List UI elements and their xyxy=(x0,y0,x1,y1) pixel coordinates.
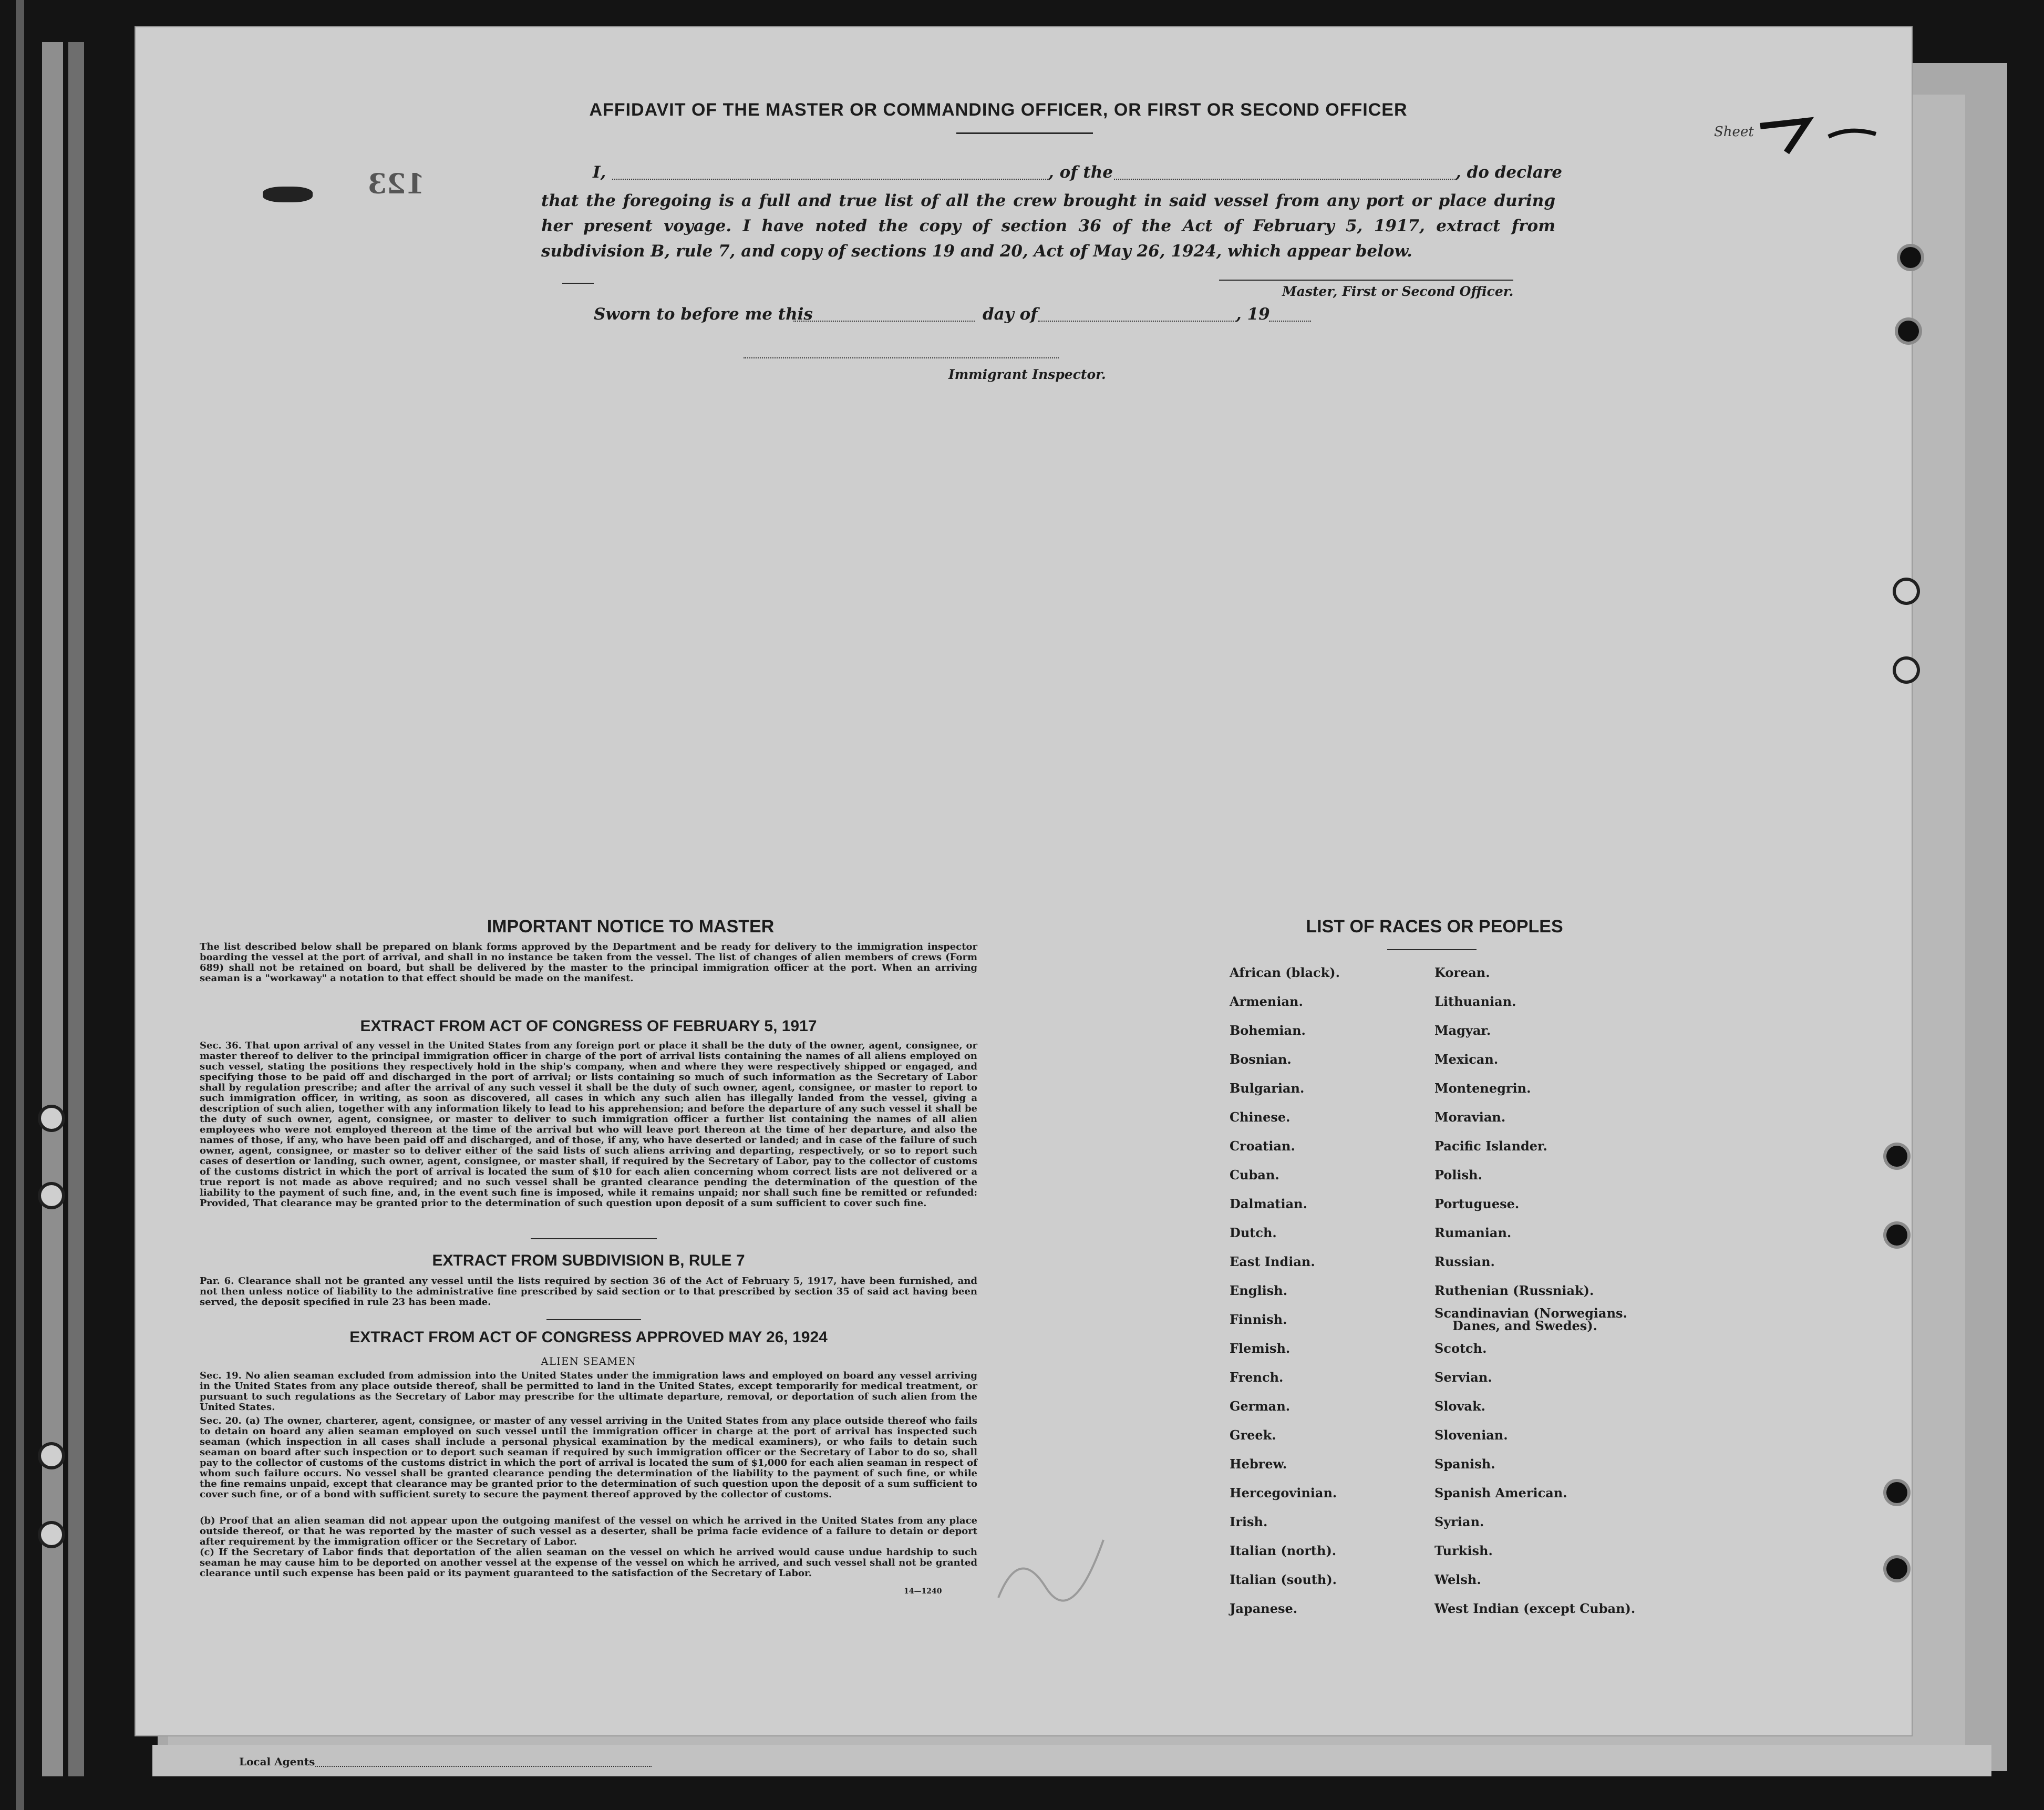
binder-edge xyxy=(16,0,24,1810)
race-right: Spanish American. xyxy=(1434,1485,1567,1500)
extract-1924-sec19: Sec. 19. No alien seaman excluded from admission into the United States under the immigration laws and employed on board any vessel arriving in the United States from any place outside thereof, shall be permitted to land in the United States, except temporarily for medical treatment, or pursuant to such regulations as the Secretary of Labor may prescribe for the ultimate departure, removal, or deportation of such alien from the United States. xyxy=(200,1370,977,1413)
ink-blot xyxy=(263,187,313,202)
extract-1917-body: Sec. 36. That upon arrival of any vessel in the United States from any foreign port or place it shall be the duty of the owner, agent, consignee, or master thereof to deliver to the principal immigration officer in charge of the port of arrival lists containing the names of all aliens employed on such vessel, stating the positions they respectively hold in the ship's company, when and where they were respectively shipped or engaged, and specifying those to be paid off and discharged in the port of arrival; or lists containing so much of such information as the Secretary of Labor shall by regulation prescribe; and after the arrival of any such vessel it shall be the duty of such owner, agent, consignee, or master to report to such immigration officer, in writing, as soon as discovered, all cases in which any such alien has illegally landed from the vessel, giving a description of such alien, together with any information likely to lead to his apprehension; and before the departure of any such vessel it shall be the duty of such owner, agent, consignee, or master to deliver to such immigration officer a further list containing the names of all alien employees who were not employed thereon at the time of the arrival but who will leave port thereon at the time of her departure, and also the names of those, if any, who have been paid off and discharged, and of those, if any, who have deserted or landed; and in case of the failure of such owner, agent, consignee, or master so to deliver either of the said lists of such aliens arriving and departing, respectively, or so to report such cases of desertion or landing, such owner, agent, consignee, or master shall, if required by the Secretary of Labor, pay to the collector of customs of the customs district in which the port of arrival is located the sum of $10 for each alien concerning whom correct lists are not delivered or a true report is not made as above required; and no such vessel shall be granted clearance pending the determination of the question of the liability to the payment of such fine, and, in the event such fine is imposed, while it remains unpaid; nor shall such fine be remitted or refunded: Provided, That clearance may be granted prior to the determination of such question upon deposit of a sum sufficient to cover such fine. xyxy=(200,1040,977,1209)
race-left: Cuban. xyxy=(1230,1167,1279,1182)
affidavit-body: that the foregoing is a full and true list of all the crew brought in said vessel from any port or place during her present voyage. I have noted the copy of section 36 of the Act of February 5, 1917, extract from subdivision B, rule 7, and copy of sections 19 and 20, Act of May 26, 1924, which appear below. xyxy=(541,191,1555,261)
race-right: Spanish. xyxy=(1434,1456,1495,1472)
race-right: Ruthenian (Russniak). xyxy=(1434,1283,1594,1298)
race-right: Moravian. xyxy=(1434,1109,1506,1125)
race-left: Irish. xyxy=(1230,1514,1268,1529)
race-left: Italian (north). xyxy=(1230,1543,1337,1558)
race-right: Mexican. xyxy=(1434,1052,1499,1067)
sworn-month-line[interactable] xyxy=(1038,321,1237,322)
punch-hole xyxy=(1900,247,1921,268)
year-prefix: , 19 xyxy=(1236,305,1270,324)
sworn-year-line[interactable] xyxy=(1269,321,1311,322)
race-left: Hebrew. xyxy=(1230,1456,1287,1472)
local-agents-label: Local Agents xyxy=(239,1755,315,1768)
races-title: LIST OF RACES OR PEOPLES xyxy=(1306,917,1563,937)
race-left: Dalmatian. xyxy=(1230,1196,1307,1211)
race-right: Portuguese. xyxy=(1434,1196,1520,1211)
race-right: Slovenian. xyxy=(1434,1427,1508,1443)
binder-edge xyxy=(42,42,63,1776)
race-right: Scandinavian (Norwegians. xyxy=(1434,1305,1627,1321)
race-left: Flemish. xyxy=(1230,1341,1291,1356)
race-left: Hercegovinian. xyxy=(1230,1485,1337,1500)
sheet-number-handwritten xyxy=(1750,105,1886,158)
master-name-line[interactable] xyxy=(612,179,1048,180)
race-left: Dutch. xyxy=(1230,1225,1277,1240)
race-left: Chinese. xyxy=(1230,1109,1291,1125)
sworn-label: Sworn to before me this xyxy=(594,305,813,324)
race-right: Pacific Islander. xyxy=(1434,1138,1547,1154)
extract-1924-sec20b: (b) Proof that an alien seaman did not appear upon the outgoing manifest of the vessel on which he arrived in the United States from any place outside thereof, or that he was reported by the master of such vessel as a deserter, shall be prima facie evidence of a failure to detain or deport after requirement by the immigration officer or the Secretary of Labor. xyxy=(200,1515,977,1547)
race-right: Servian. xyxy=(1434,1370,1492,1385)
section-rule xyxy=(531,1238,657,1239)
race-left: Japanese. xyxy=(1230,1601,1298,1616)
punch-hole xyxy=(1886,1146,1907,1167)
races-title-rule xyxy=(1387,949,1477,950)
race-right-continuation: Danes, and Swedes). xyxy=(1452,1318,1597,1333)
race-right: Polish. xyxy=(1434,1167,1482,1182)
punch-hole xyxy=(41,1445,62,1466)
title-rule xyxy=(956,132,1093,134)
race-right: Rumanian. xyxy=(1434,1225,1512,1240)
affidavit-i-label: I, xyxy=(593,163,606,182)
subdivision-b-title: EXTRACT FROM SUBDIVISION B, RULE 7 xyxy=(432,1252,745,1269)
inspector-caption: Immigrant Inspector. xyxy=(948,367,1106,382)
race-left: East Indian. xyxy=(1230,1254,1315,1269)
punch-hole xyxy=(1886,1558,1907,1579)
race-right: Montenegrin. xyxy=(1434,1081,1531,1096)
vessel-name-line[interactable] xyxy=(1114,179,1455,180)
race-left: Bohemian. xyxy=(1230,1023,1306,1038)
affidavit-do-declare: , do declare xyxy=(1455,163,1562,182)
race-left: French. xyxy=(1230,1370,1284,1385)
affidavit-title: AFFIDAVIT OF THE MASTER OR COMMANDING OFFICER, OR FIRST OR SECOND OFFICER xyxy=(589,100,1408,120)
race-right: West Indian (except Cuban). xyxy=(1434,1601,1636,1616)
sworn-day-line[interactable] xyxy=(793,321,975,322)
punch-hole xyxy=(1896,581,1917,602)
race-left: English. xyxy=(1230,1283,1288,1298)
race-left: Finnish. xyxy=(1230,1312,1287,1327)
punch-hole xyxy=(1886,1225,1907,1246)
race-left: African (black). xyxy=(1230,965,1340,980)
punch-hole xyxy=(1886,1482,1907,1503)
extract-1924-title: EXTRACT FROM ACT OF CONGRESS APPROVED MAY 26, 1924 xyxy=(349,1329,828,1346)
notice-title: IMPORTANT NOTICE TO MASTER xyxy=(487,917,775,937)
subdivision-b-body: Par. 6. Clearance shall not be granted any vessel until the lists required by section 36 of the Act of February 5, 1917, have been furnished, and not then unless notice of liability to the administrative fine prescribed by said section or to that prescribed by section 35 of said act having been served, the deposit specified in rule 23 has been made. xyxy=(200,1276,977,1308)
local-agents-line[interactable] xyxy=(315,1766,652,1767)
binder-edge xyxy=(68,42,84,1776)
extract-1924-subtitle: ALIEN SEAMEN xyxy=(541,1355,636,1367)
inspector-signature-line[interactable] xyxy=(744,357,1059,358)
race-right: Scotch. xyxy=(1434,1341,1487,1356)
race-right: Turkish. xyxy=(1434,1543,1493,1558)
race-left: Croatian. xyxy=(1230,1138,1295,1154)
race-right: Welsh. xyxy=(1434,1572,1481,1587)
master-caption: Master, First or Second Officer. xyxy=(1282,284,1514,299)
sheet-label: Sheet xyxy=(1714,124,1754,140)
race-right: Syrian. xyxy=(1434,1514,1484,1529)
race-left: Greek. xyxy=(1230,1427,1276,1443)
form-code: 14—1240 xyxy=(904,1587,942,1596)
race-right: Lithuanian. xyxy=(1434,994,1516,1009)
short-rule xyxy=(562,283,594,284)
stamp-number: 123 xyxy=(368,168,425,200)
day-of-label: day of xyxy=(983,305,1038,324)
race-left: Armenian. xyxy=(1230,994,1303,1009)
master-signature-line[interactable] xyxy=(1219,280,1513,281)
race-left: Italian (south). xyxy=(1230,1572,1337,1587)
punch-hole xyxy=(41,1108,62,1129)
punch-hole xyxy=(41,1185,62,1206)
extract-1924-sec20a: Sec. 20. (a) The owner, charterer, agent, consignee, or master of any vessel arriving in the United States from any place outside thereof who fails to detain on board any alien seaman employed on such vessel until the immigration officer in charge at the port of arrival has inspected such seaman (which inspection in all cases shall include a personal physical examination by the medical examiners), or who fails to detain such seaman on board after such inspection or to deport such seaman if required by such immigration officer or the Secretary of Labor to do so, shall pay to the collector of customs of the customs district in which the port of arrival is located the sum of $1,000 for each alien seaman in respect of whom such failure occurs. No vessel shall be granted clearance pending the determination of the liability to the payment of such fine, or while the fine remains unpaid, except that clearance may be granted prior to the determination of such question upon the deposit of a sum sufficient to cover such fine, or of a bond with sufficient surety to secure the payment thereof approved by the collector of customs. xyxy=(200,1415,977,1500)
race-left: German. xyxy=(1230,1398,1291,1414)
extract-1917-title: EXTRACT FROM ACT OF CONGRESS OF FEBRUARY 5, 1917 xyxy=(360,1017,817,1035)
race-right: Korean. xyxy=(1434,965,1490,980)
punch-hole xyxy=(1896,660,1917,681)
race-right: Russian. xyxy=(1434,1254,1495,1269)
race-right: Magyar. xyxy=(1434,1023,1491,1038)
bottom-sheet-strip xyxy=(152,1745,1991,1776)
race-left: Bulgarian. xyxy=(1230,1081,1305,1096)
affidavit-of-the: , of the xyxy=(1048,163,1113,182)
punch-hole xyxy=(1898,321,1919,342)
notice-body: The list described below shall be prepared on blank forms approved by the Department and be ready for delivery to the immigration inspector boarding the vessel at the port of arrival, and shall in no instance be taken from the vessel. The list of changes of alien members of crews (Form 689) shall not be retained on board, but shall be delivered by the master to the principal immigration officer at the port. When an arriving seaman is a "workaway" a notation to that effect should be made on the manifest. xyxy=(200,941,977,984)
punch-hole xyxy=(41,1524,62,1545)
section-rule xyxy=(546,1319,641,1320)
extract-1924-sec20c: (c) If the Secretary of Labor finds that deportation of the alien seaman on the vessel on which he arrived would cause undue hardship to such seaman he may cause him to be deported on another vessel at the expense of the vessel on which he arrived, and such vessel shall not be granted clearance until such expense has been paid or its payment guaranteed to the satisfaction of the Secretary of Labor. xyxy=(200,1547,977,1579)
race-right: Slovak. xyxy=(1434,1398,1485,1414)
race-left: Bosnian. xyxy=(1230,1052,1292,1067)
pencil-scribble xyxy=(988,1524,1124,1608)
